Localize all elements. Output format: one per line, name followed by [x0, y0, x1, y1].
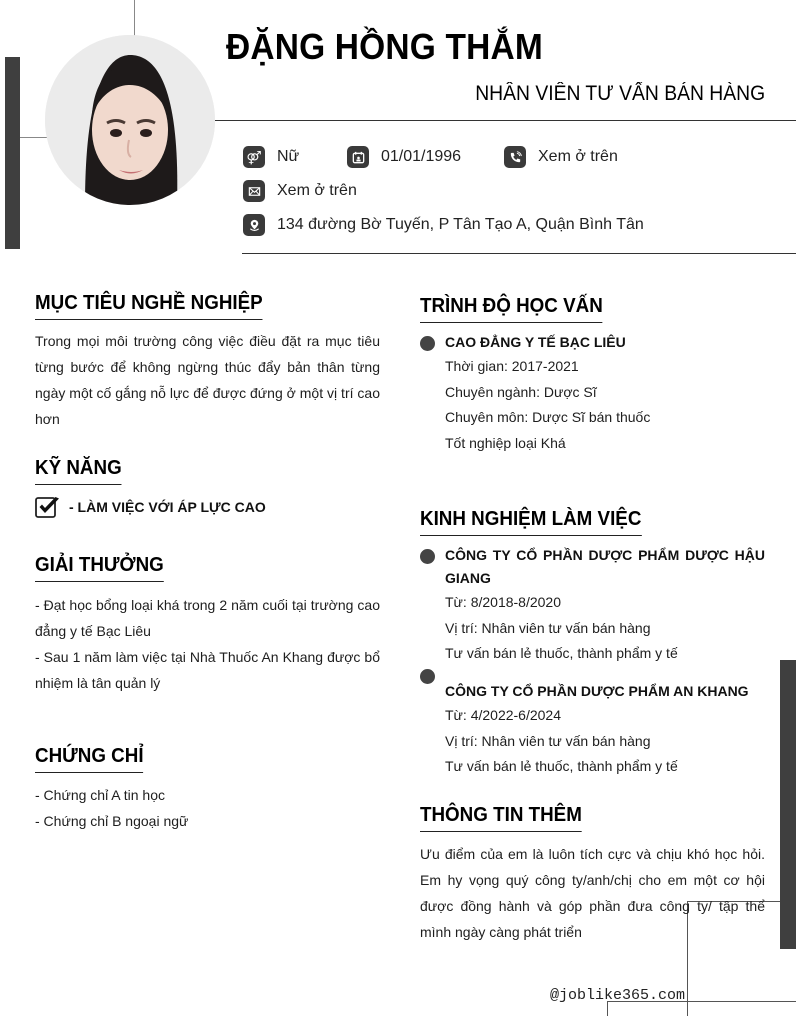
- experience-company: CÔNG TY CỔ PHẦN DƯỢC PHẨM DƯỢC HẬU GIANG: [445, 547, 765, 586]
- experience-line: Vị trí: Nhân viên tư vấn bán hàng: [445, 732, 651, 749]
- section-awards: [35, 554, 380, 696]
- calendar-icon: [347, 146, 369, 168]
- certificate-item: - Chứng chỉ A tin học: [35, 787, 165, 803]
- contact-birthday: [347, 146, 461, 168]
- section-experience: [420, 508, 765, 536]
- skill-item: [35, 495, 380, 519]
- education-line: Chuyên ngành: Dược Sĩ: [445, 383, 597, 400]
- education-line: Chuyên môn: Dược Sĩ bán thuốc: [445, 409, 651, 425]
- section-additional: [420, 804, 765, 945]
- contact-phone: [504, 146, 618, 168]
- email-icon: [243, 180, 265, 202]
- skill-label: - LÀM VIỆC VỚI ÁP LỰC CAO: [69, 499, 266, 515]
- education-line: Tốt nghiệp loại Khá: [445, 434, 566, 451]
- section-certificates: [35, 745, 380, 834]
- bullet-icon: [420, 669, 435, 684]
- bullet-icon: [420, 336, 435, 351]
- location-icon: [243, 214, 265, 236]
- experience-line: Tư vấn bán lẻ thuốc, thành phẩm y tế: [445, 758, 678, 774]
- birthday-value: 01/01/1996: [381, 148, 462, 165]
- objective-text: Trong mọi môi trường công việc điều đặt ra mục tiêu từng bước để không ngừng thúc đẩy bản thân từng ngày một cố gắng nỗ lực để được đứng ở một vị trí cao hơn: [35, 333, 380, 427]
- certificate-item: - Chứng chỉ B ngoại ngữ: [35, 813, 189, 829]
- decor-bar-left: [5, 57, 20, 249]
- additional-title: THÔNG TIN THÊM: [420, 804, 582, 832]
- additional-text: Ưu điểm của em là luôn tích cực và chịu khó học hỏi. Em hy vọng quý công ty/anh/chị cho em một cơ hội được đồng hành và góp phần đưa công ty/ tập thể mình ngày càng phát triển: [420, 846, 765, 940]
- section-education: [420, 295, 765, 323]
- gender-icon: ⚤: [243, 146, 265, 168]
- experience-line: Từ: 8/2018-8/2020: [445, 594, 562, 610]
- contact-email: [243, 180, 357, 202]
- education-line: Thời gian: 2017-2021: [445, 358, 579, 374]
- education-title: TRÌNH ĐỘ HỌC VẤN: [420, 295, 603, 323]
- section-skills: [35, 457, 380, 519]
- experience-company: CÔNG TY CỔ PHẦN DƯỢC PHẨM AN KHANG: [445, 683, 749, 699]
- job-title: NHÂN VIÊN TƯ VẤN BÁN HÀNG: [475, 82, 765, 105]
- portrait-icon: [45, 35, 215, 205]
- experience-line: Từ: 4/2022-6/2024: [445, 707, 562, 723]
- award-item: - Sau 1 năm làm việc tại Nhà Thuốc An Khang được bổ nhiệm là tân quản lý: [35, 649, 380, 691]
- experience-entry: [420, 544, 765, 667]
- address-value: 134 đường Bờ Tuyến, P Tân Tạo A, Quận Bình Tân: [277, 216, 644, 233]
- education-entry: [420, 331, 765, 456]
- contact-address: [243, 214, 644, 236]
- watermark: @joblike365.com: [550, 987, 686, 1004]
- section-objective: [35, 292, 380, 432]
- decor-line-left: [20, 137, 47, 138]
- skills-title: KỸ NĂNG: [35, 457, 122, 485]
- checkbox-checked-icon: [35, 495, 61, 519]
- awards-title: GIẢI THƯỞNG: [35, 554, 164, 582]
- contact-divider: [242, 253, 796, 254]
- email-value: Xem ở trên: [277, 182, 357, 199]
- experience-title: KINH NGHIỆM LÀM VIỆC: [420, 508, 641, 536]
- experience-line: Vị trí: Nhân viên tư vấn bán hàng: [445, 619, 651, 636]
- gender-value: Nữ: [277, 148, 300, 165]
- profile-photo: [45, 35, 215, 205]
- phone-value: Xem ở trên: [538, 148, 618, 165]
- header-divider: [215, 120, 796, 121]
- education-school: CAO ĐẲNG Y TẾ BẠC LIÊU: [445, 334, 626, 350]
- decor-line-top: [134, 0, 135, 36]
- decor-bar-right: [780, 660, 796, 949]
- bullet-icon: [420, 549, 435, 564]
- award-item: - Đạt học bổng loại khá trong 2 năm cuối tại trường cao đẳng y tế Bạc Liêu: [35, 597, 380, 639]
- phone-icon: [504, 146, 526, 168]
- experience-entry: [420, 669, 765, 780]
- experience-line: Tư vấn bán lẻ thuốc, thành phẩm y tế: [445, 645, 678, 661]
- certificates-title: CHỨNG CHỈ: [35, 745, 144, 773]
- objective-title: MỤC TIÊU NGHỀ NGHIỆP: [35, 292, 263, 320]
- candidate-name: ĐẶNG HỒNG THẮM: [226, 26, 543, 67]
- contact-gender: [243, 146, 299, 168]
